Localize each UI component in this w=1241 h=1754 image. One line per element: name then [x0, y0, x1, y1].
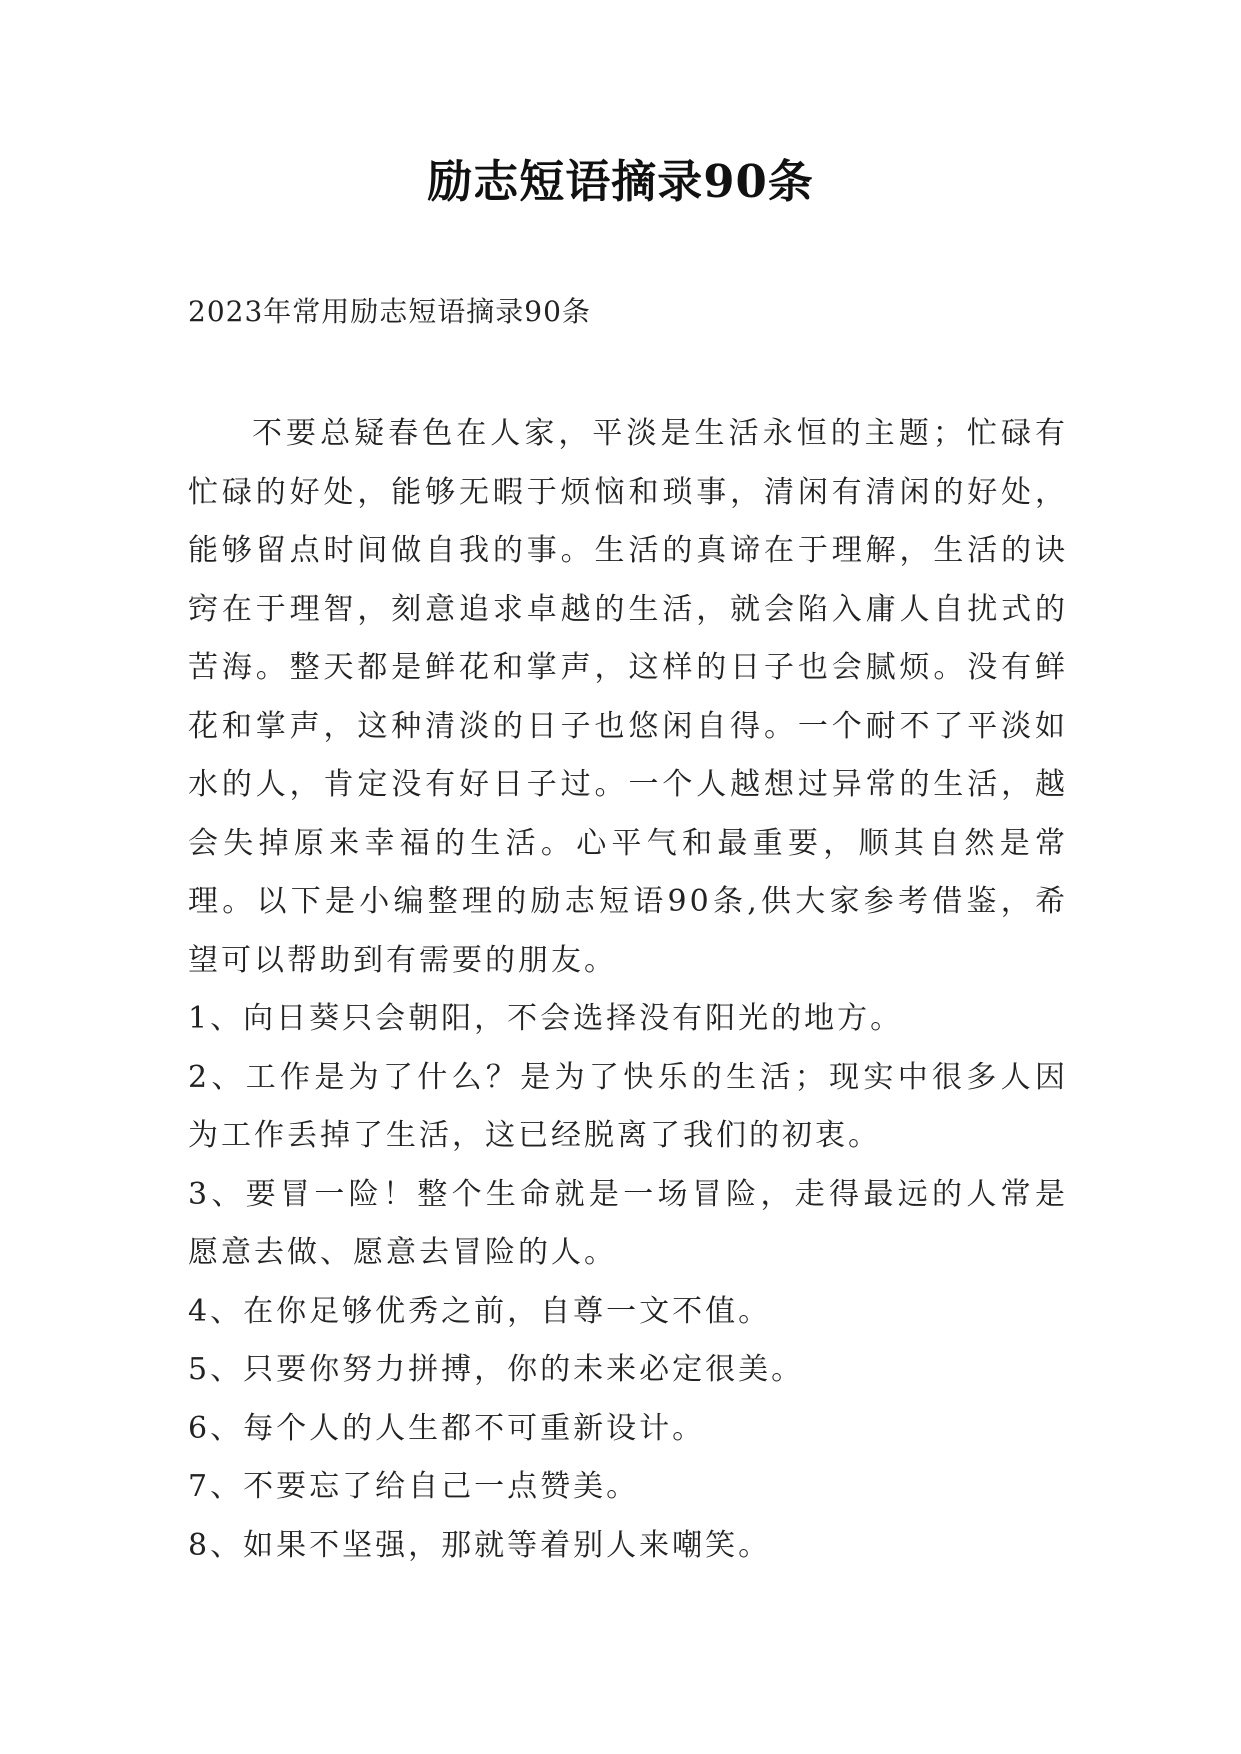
document-title: 励志短语摘录90条 [427, 155, 814, 208]
quote-item-2: 2、工作是为了什么？是为了快乐的生活；现实中很多人因为工作丢掉了生活，这已经脱离了我们的初衷。 [188, 1059, 1068, 1153]
quote-item-8: 8、如果不坚强，那就等着别人来嘲笑。 [188, 1527, 772, 1563]
document-body [188, 405, 1068, 1575]
quote-item-7: 7、不要忘了给自己一点赞美。 [188, 1469, 640, 1504]
quote-item-1: 1、向日葵只会朝阳，不会选择没有阳光的地方。 [188, 1001, 904, 1036]
intro-paragraph: 不要总疑春色在人家，平淡是生活永恒的主题；忙碌有忙碌的好处，能够无暇于烦恼和琐事，清闲有清闲的好处，能够留点时间做自我的事。生活的真谛在于理解，生活的诀窍在于理智，刻意追求卓越的生活，就会陷入庸人自扰式的苦海。整天都是鲜花和掌声，这样的日子也会腻烦。没有鲜花和掌声，这种清淡的日子也悠闲自得。一个耐不了平淡如水的人，肯定没有好日子过。一个人越想过异常的生活，越会失掉原来幸福的生活。心平气和最重要，顺其自然是常理。以下是小编整理的励志短语90条,供大家参考借鉴，希望可以帮助到有需要的朋友。 [188, 416, 1068, 978]
document-subtitle: 2023年常用励志短语摘录90条 [188, 295, 591, 328]
quote-item-3: 3、要冒一险！整个生命就是一场冒险，走得最远的人常是愿意去做、愿意去冒险的人。 [188, 1176, 1068, 1270]
quote-item-6: 6、每个人的人生都不可重新设计。 [188, 1410, 706, 1446]
quote-item-4: 4、在你足够优秀之前，自尊一文不值。 [188, 1293, 772, 1329]
quote-item-5: 5、只要你努力拼搏，你的未来必定很美。 [188, 1352, 805, 1387]
